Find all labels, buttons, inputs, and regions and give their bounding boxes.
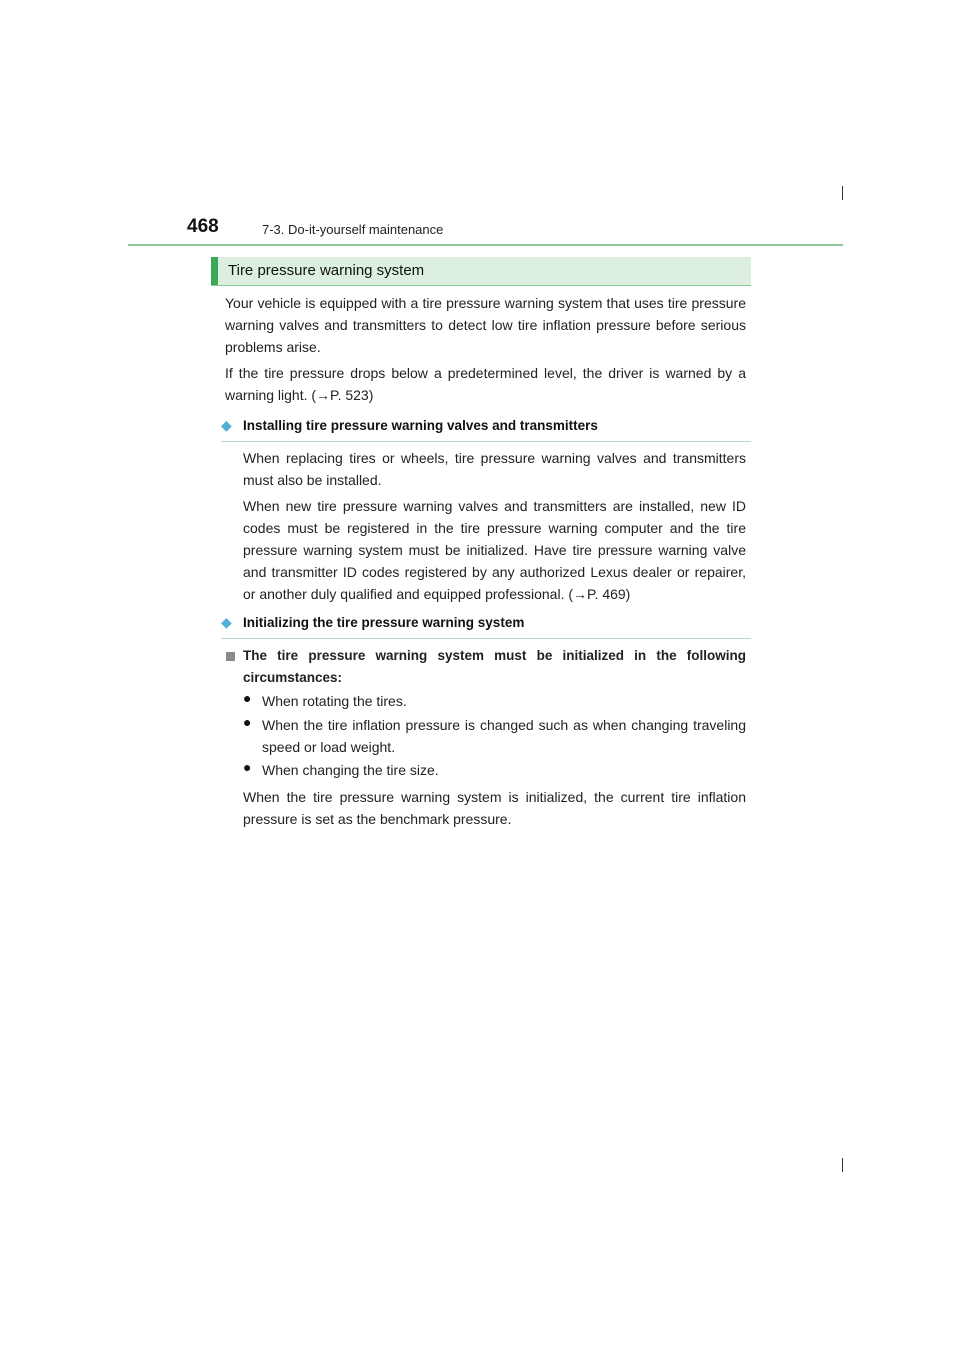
bullet-item: When rotating the tires. (262, 693, 407, 709)
square-bullet-icon (226, 652, 235, 661)
diamond-icon: ◆ (221, 417, 232, 433)
intro-paragraph-1: Your vehicle is equipped with a tire pressure warning system that uses tire pressure warning valves and transmitters to detect low tire inflation pressure before serious problems arise. (225, 295, 746, 355)
section-heading-underline (211, 285, 751, 286)
header-divider (128, 244, 843, 246)
bullet-dot-icon: ● (243, 690, 252, 706)
section-heading-bar (211, 257, 751, 285)
subsection-title: Installing tire pressure warning valves and transmitters (243, 418, 598, 433)
chapter-section-title: 7-3. Do-it-yourself maintenance (262, 222, 444, 237)
intro-paragraph-2: If the tire pressure drops below a predetermined level, the driver is warned by a warning light. (→P. 523) (225, 365, 746, 403)
subsection-heading-installing (221, 417, 751, 442)
bullet-dot-icon: ● (243, 714, 252, 730)
closing-paragraph: When the tire pressure warning system is initialized, the current tire inflation pressure is set as the benchmark pressure. (243, 789, 746, 827)
page-number: 468 (187, 216, 219, 237)
crop-mark-bottom (842, 1158, 843, 1172)
installing-paragraph-2: When new tire pressure warning valves and transmitters are installed, new ID codes must be registered in the tire pressure warning computer and the tire pressure warning system must be initialized. Have tire pressure warning valve and transmitter ID codes registered by any authorized Lexus dealer or repairer, or another duly qualified and equipped professional. (→P. 469) (243, 498, 746, 602)
crop-mark-top (842, 186, 843, 200)
bullet-item: When changing the tire size. (262, 762, 439, 778)
note-title: The tire pressure warning system must be initialized in the following circumstances: (243, 648, 746, 685)
installing-paragraph-1: When replacing tires or wheels, tire pressure warning valves and transmitters must also be installed. (243, 450, 746, 488)
bullet-dot-icon: ● (243, 759, 252, 775)
subsection-title: Initializing the tire pressure warning system (243, 615, 525, 630)
bullet-item: When the tire inflation pressure is changed such as when changing traveling speed or load weight. (262, 717, 746, 755)
diamond-icon: ◆ (221, 614, 232, 630)
subsection-heading-initializing (221, 614, 751, 639)
section-heading: Tire pressure warning system (228, 262, 425, 279)
